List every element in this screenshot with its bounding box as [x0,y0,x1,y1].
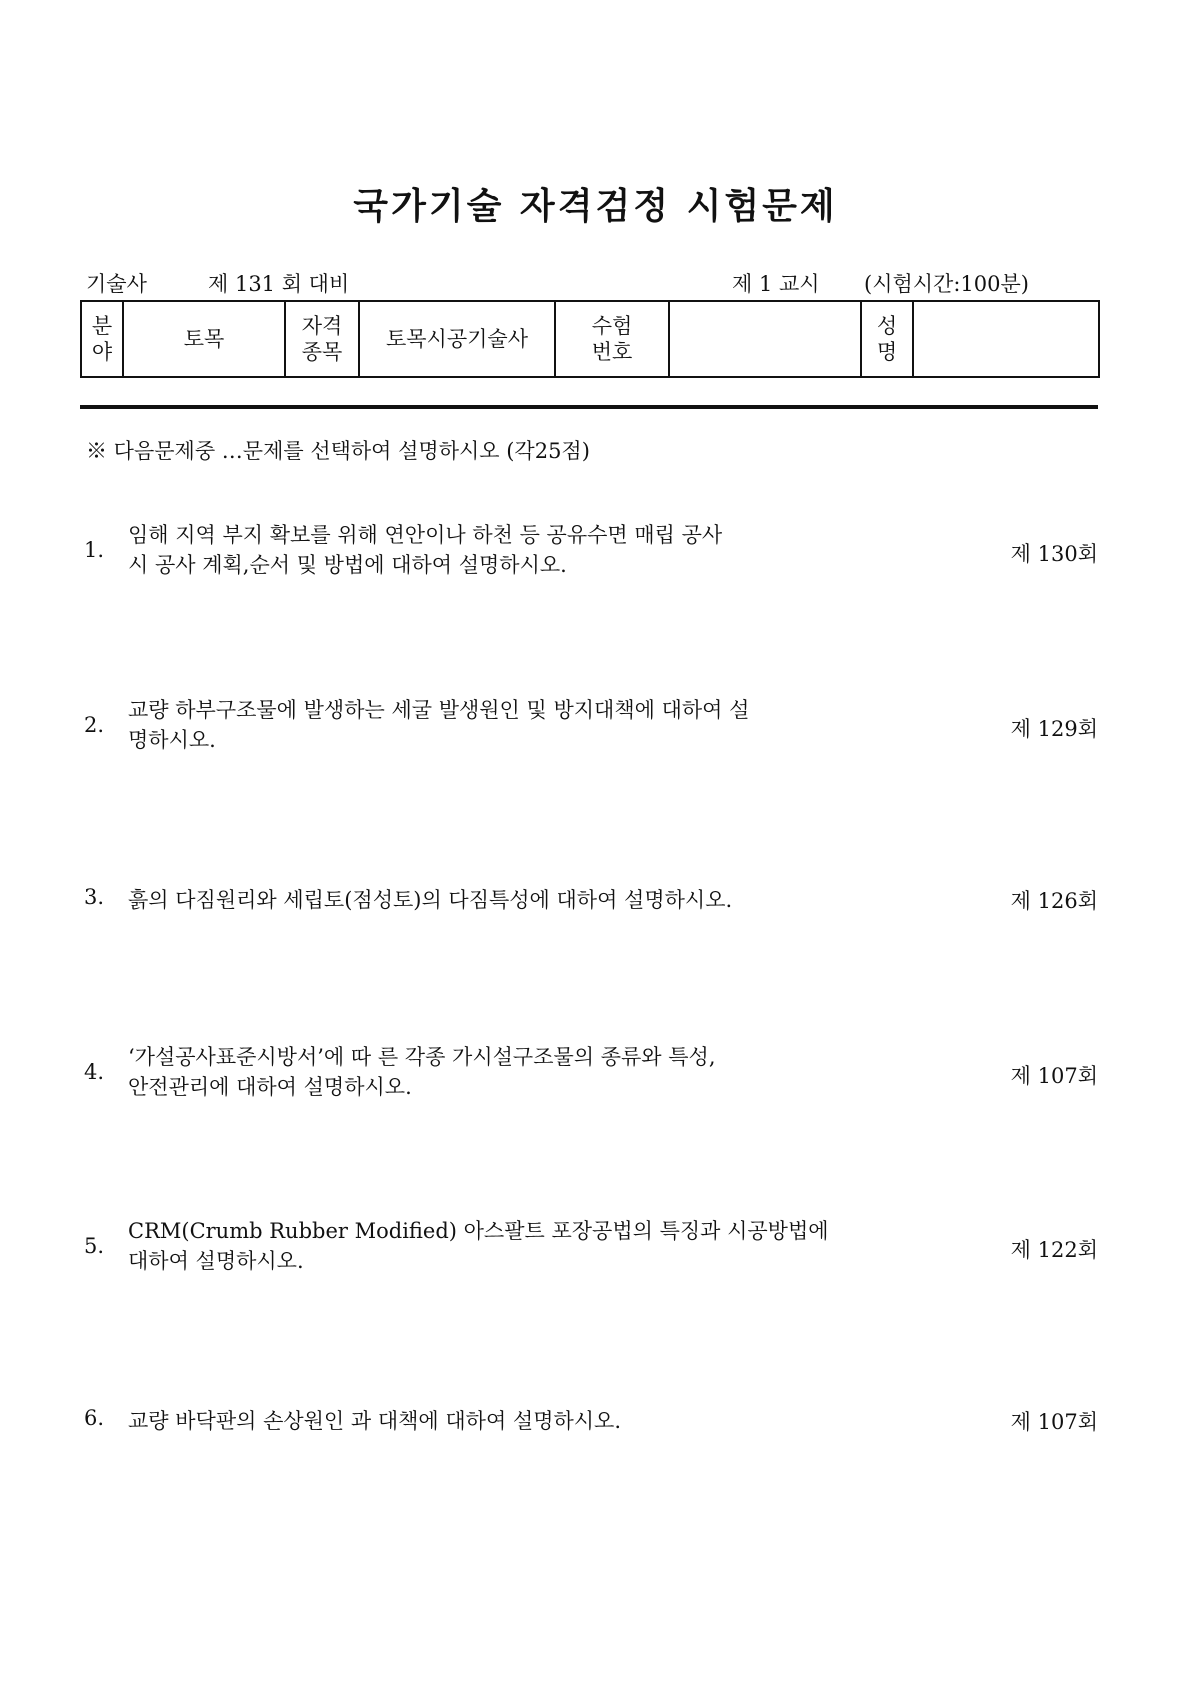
qualification-value: 토목시공기술사 [359,301,555,377]
exam-number-label-text: 수험 번호 [591,314,633,364]
question-number: 3. [84,885,105,909]
name-field[interactable] [913,301,1099,377]
question-reference: 제 130회 [1010,542,1098,566]
exam-number-label [555,301,669,377]
instruction-text: ※ 다음문제중 …문제를 선택하여 설명하시오 (각25점) [86,439,590,463]
question-reference: 제 126회 [1010,889,1098,913]
field-label-text: 분 야 [91,314,113,364]
name-label [861,301,913,377]
question-number: 5. [84,1234,105,1258]
divider [80,405,1098,409]
session-text: 제 1 교시 [732,272,820,296]
question-reference: 제 122회 [1010,1238,1098,1262]
question-number: 1. [84,538,105,562]
question-text: 교량 바닥판의 손상원인 과 대책에 대하여 설명하시오. [128,1409,622,1433]
question-text: 임해 지역 부지 확보를 위해 연안이나 하천 등 공유수면 매립 공사 시 공사 계획,순서 및 방법에 대하여 설명하시오. [128,523,723,577]
question-reference: 제 107회 [1010,1410,1098,1434]
question-number: 6. [84,1406,105,1430]
exam-info-row [86,268,1096,294]
field-label [81,301,123,377]
question-number: 2. [84,713,105,737]
qualification-label-text: 자격 종목 [301,314,343,364]
qualification-label [285,301,359,377]
exam-number-field[interactable] [669,301,861,377]
category-text: 기술사 [86,272,147,296]
question-text: ‘가설공사표준시방서’에 따 른 각종 가시설구조물의 종류와 특성, 안전관리에 대하여 설명하시오. [128,1045,716,1099]
question-reference: 제 107회 [1010,1064,1098,1088]
question-text: 교량 하부구조물에 발생하는 세굴 발생원인 및 방지대책에 대하여 설 명하시오. [128,698,750,752]
exam-header-table [80,300,1100,378]
page-title: 국가기술 자격검정 시험문제 [353,186,838,227]
field-value: 토목 [123,301,285,377]
exam-time-text: (시험시간:100분) [864,272,1029,296]
question-text: 흙의 다짐원리와 세립토(점성토)의 다짐특성에 대하여 설명하시오. [128,888,733,912]
question-reference: 제 129회 [1010,717,1098,741]
question-number: 4. [84,1060,105,1084]
name-label-text: 성 명 [876,314,898,364]
question-text: CRM(Crumb Rubber Modified) 아스팔트 포장공법의 특징과 시공방법에 대하여 설명하시오. [128,1219,829,1273]
round-text: 제 131 회 대비 [208,272,350,296]
